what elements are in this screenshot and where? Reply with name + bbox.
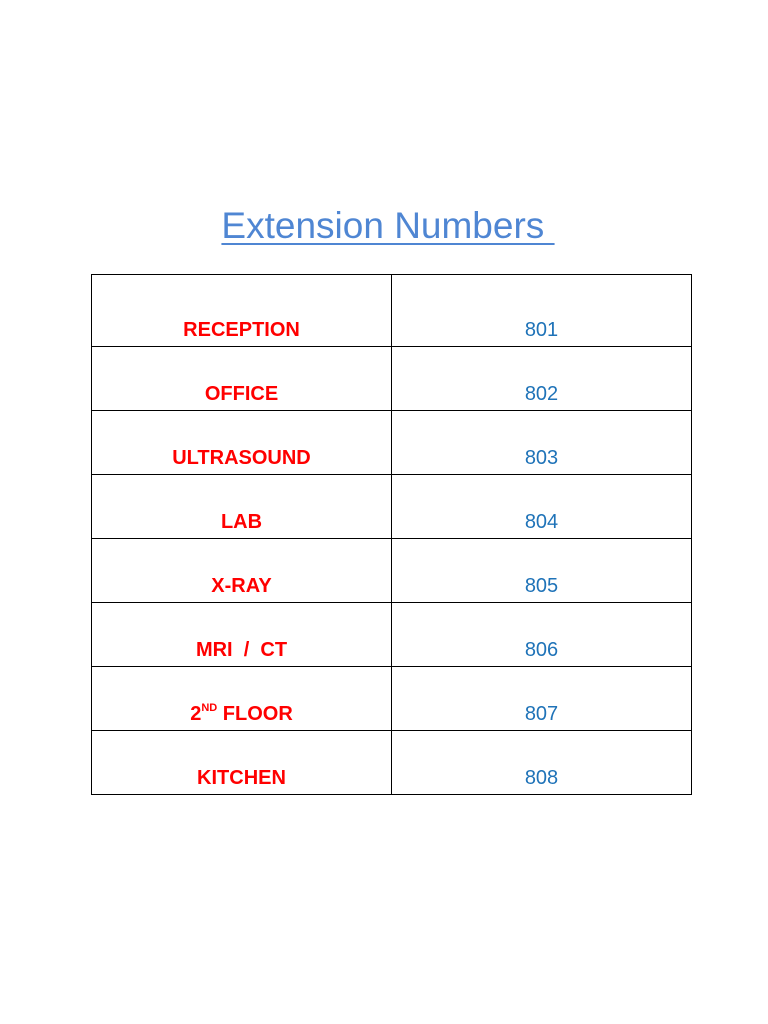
extension-cell: 801	[392, 275, 692, 347]
table-row	[92, 475, 692, 539]
extension-cell: 806	[392, 603, 692, 667]
department-cell: RECEPTION	[92, 275, 392, 347]
department-cell: ULTRASOUND	[92, 411, 392, 475]
department-cell: OFFICE	[92, 347, 392, 411]
floor-label: FLOOR	[217, 703, 293, 725]
floor-number: 2	[190, 703, 202, 725]
table-row	[92, 731, 692, 795]
ordinal-suffix: ND	[201, 702, 218, 714]
extension-cell: 804	[392, 475, 692, 539]
extension-cell: 807	[392, 667, 692, 731]
department-cell: KITCHEN	[92, 731, 392, 795]
extension-cell: 803	[392, 411, 692, 475]
department-cell	[92, 667, 392, 731]
extension-table	[91, 274, 692, 795]
extension-cell: 805	[392, 539, 692, 603]
department-cell: MRI / CT	[92, 603, 392, 667]
table-row	[92, 539, 692, 603]
department-cell: LAB	[92, 475, 392, 539]
department-cell: X-RAY	[92, 539, 392, 603]
extension-cell: 808	[392, 731, 692, 795]
extension-cell: 802	[392, 347, 692, 411]
table-row	[92, 347, 692, 411]
table-row	[92, 603, 692, 667]
table-row	[92, 411, 692, 475]
page-title: Extension Numbers	[221, 205, 555, 246]
table-row	[92, 275, 692, 347]
table-row	[92, 667, 692, 731]
